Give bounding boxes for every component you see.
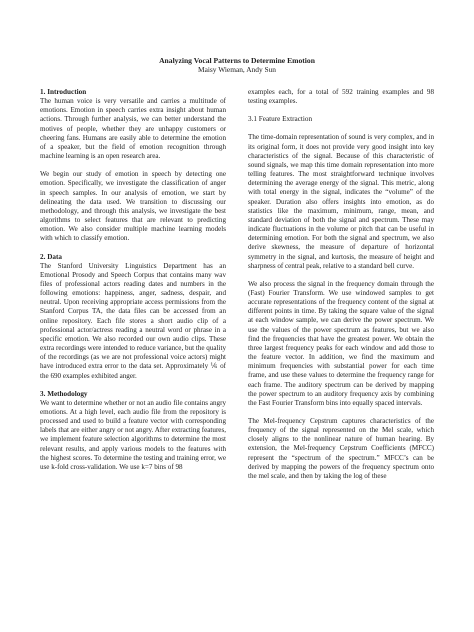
paper-authors: Maisy Wieman, Andy Sun [198,65,276,74]
subsection-heading-feature-extraction: 3.1 Feature Extraction [248,115,313,124]
paragraph: We want to determine whether or not an audio file contains angry emotions. At a high level, each audio file from the repository is processed and used to build a feature vector with corresponding labels that are either angry or not angry. After extracting features, we implement feature selection algorithms to determine the most relevant results, and apply various models to the features with the highest scores. To determine the testing and training error, we use k-fold cross-validation. We use k=7 bins of 98 [40,398,226,471]
right-column [248,88,434,490]
paragraph: The human voice is very versatile and carries a multitude of emotions. Emotion in speech carries extra insight about human actions. Through further analysis, we can better understand the motives of people, whether they are unhappy customers or cheering fans. Humans are easily able to determine the emotion of a speaker, but the field of emotion recognition through machine learning is an open research area. [40,97,226,161]
paragraph: The Stanford University Linguistics Department has an Emotional Prosody and Speech Corpus that contains many wav files of professional actors reading dates and numbers in the following emotions: happiness, anger, sadness, despair, and neutral. Upon receiving appropriate access permissions from the Stanford Corpus TA, the data files can be accessed from an online repository. Each file stores a short audio clip of a professional actor/actress reading a neutral word or phrase in a specific emotion. We also recorded our own audio clips. These extra recordings were intended to reduce variance, but the quality of the recordings (as we are not professional voice actors) might have introduced extra error to the data set. Approximately ⅙ of the 690 examples exhibited anger. [40,261,226,380]
paragraph: examples each, for a total of 592 training examples and 98 testing examples. [248,88,434,106]
left-column [40,88,226,490]
paragraph: We also process the signal in the frequency domain through the (Fast) Fourier Transform. We use windowed samples to get accurate representations of the frequency content of the signal at different points in time. By taking the square value of the signal at each window sample, we can derive the power spectrum. We use the values of the power spectrum as features, but we also find the frequencies that have the greatest power. We obtain the three largest frequency peaks for each window and add those to the feature vector. In addition, we find the maximum and minimum frequencies with substantial power for each time frame, and use these values to determine the frequency range for each frame. The auditory spectrum can be derived by mapping the power spectrum to an auditory frequency axis by combining the Fast Fourier Transform bins into equally spaced intervals. [248,279,434,407]
section-heading-introduction: 1. Introduction [40,88,87,96]
section-heading-methodology: 3. Methodology [40,389,88,398]
paragraph: The time-domain representation of sound is very complex, and in its original form, it does not provide very good insight into key characteristics of the signal. Because of this characteristic of sound signals, we map this time domain representation into more telling features. The most straightforward technique involves determining the average energy of the signal. This metric, along with total energy in the signal, indicates the “volume” of the speaker. Duration also offers insights into emotion, as do statistics like the maximum, minimum, range, mean, and standard deviation of both the signal and spectrum. These may indicate fluctuations in the volume or pitch that can be useful in determining emotion. For both the signal and spectrum, we also derive skewness, the measure of departure of horizontal symmetry in the signal, and kurtosis, the measure of height and sharpness of central peak, relative to a standard bell curve. [248,133,434,270]
paragraph: The Mel-frequency Cepstrum captures characteristics of the frequency of the signal represented on the Mel scale, which closely aligns to the nonlinear nature of human hearing. By extension, the Mel-frequency Cepstrum Coefficients (MFCC) represent the “spectrum of the spectrum.” MFCC’s can be derived by mapping the powers of the frequency spectrum onto the mel scale, and then by taking the log of these [248,417,434,480]
paper-title: Analyzing Vocal Patterns to Determine Emotion [159,56,315,65]
section-heading-data: 2. Data [40,252,62,261]
two-column-body [40,88,434,490]
paragraph: We begin our study of emotion in speech by detecting one emotion. Specifically, we investigate the classification of anger in speech samples. In our analysis of emotion, we start by delineating the data used. We transition to discussing our methodology, and through this analysis, we investigate the best algorithms to select features that are relevant to predicting emotion. We also consider multiple machine learning models with which to classify emotion. [40,170,226,243]
